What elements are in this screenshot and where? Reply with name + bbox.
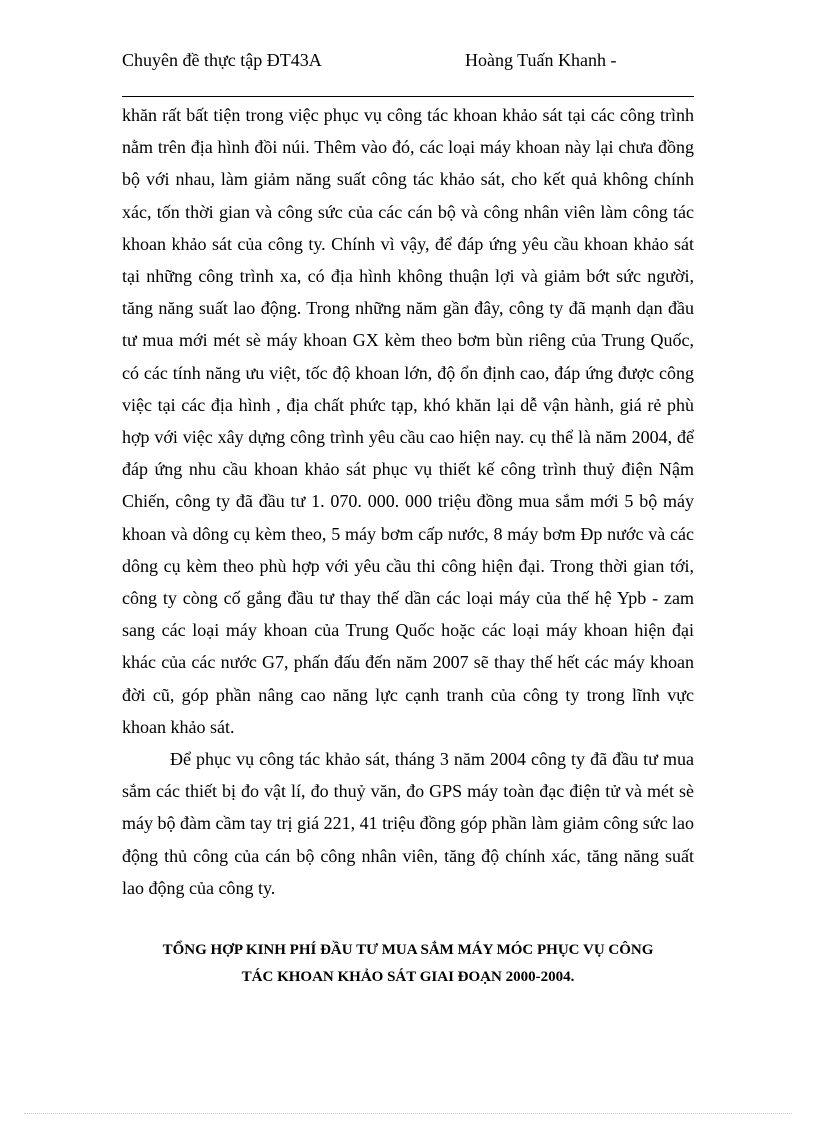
table-title-line: TỔNG HỢP KINH PHÍ ĐẦU TƯ MUA SẮM MÁY MÓC PHỤC VỤ CÔNG [162, 942, 654, 958]
table-title [122, 937, 694, 991]
header-document-title: Chuyên đề thực tập ĐT43A [122, 50, 322, 70]
header-divider [122, 96, 694, 97]
body-paragraph: Để phục vụ công tác khảo sát, tháng 3 năm 2004 công ty đã đầu tư mua sắm các thiết bị đo vật lí, đo thuỷ văn, đo GPS máy toàn đạc điện tử và mét sè máy bộ đàm cầm tay trị giá 221, 41 triệu đồng góp phần làm giảm công sức lao động thủ công của cán bộ công nhân viên, tăng độ chính xác, tăng năng suất lao động của công ty. [122, 749, 694, 898]
document-body [122, 99, 694, 904]
body-paragraph: khăn rất bất tiện trong việc phục vụ công tác khoan khảo sát tại các công trình nằm trên địa hình đồi núi. Thêm vào đó, các loại máy khoan này lại chưa đồng bộ với nhau, làm giảm năng suất công tác khảo sát, cho kết quả không chính xác, tốn thời gian và công sức của các cán bộ và công nhân viên làm công tác khoan khảo sát của công ty. Chính vì vậy, để đáp ứng yêu cầu khoan khảo sát tại những công trình xa, có địa hình không thuận lợi và giảm bớt sức người, tăng năng suất lao động. Trong những năm gần đây, công ty đã mạnh dạn đầu tư mua mới mét sè máy khoan GX kèm theo bơm bùn riêng của Trung Quốc, có các tính năng ưu việt, tốc độ khoan lớn, độ ổn định cao, đáp ứng được công việc tại các địa hình , địa chất phức tạp, khó khăn lại dễ vận hành, giá rẻ phù hợp với việc xây dựng công trình yêu cầu cao hiện nay. cụ thể là năm 2004, để đáp ứng nhu cầu khoan khảo sát phục vụ thiết kế công trình thuỷ điện Nậm Chiến, công ty đã đầu tư 1. 070. 000. 000 triệu đồng mua sắm mới 5 bộ máy khoan và dông cụ kèm theo, 5 máy bơm cấp nước, 8 máy bơm Đp nước và các dông cụ kèm theo phù hợp với yêu cầu thi công hiện đại. Trong thời gian tới, công ty còng cố gắng đầu tư thay thế dần các loại máy của thế hệ Ypb - zam sang các loại máy khoan của Trung Quốc hoặc các loại máy khoan hiện đại khác của các nước G7, phấn đấu đến năm 2007 sẽ thay thế hết các máy khoan đời cũ, góp phần nâng cao năng lực cạnh tranh của công ty trong lĩnh vực khoan khảo sát. [122, 105, 694, 737]
table-title-line: TÁC KHOAN KHẢO SÁT GIAI ĐOẠN 2000-2004. [241, 969, 575, 985]
page-header [122, 48, 682, 98]
page-bottom-border [24, 1113, 792, 1114]
header-author: Hoàng Tuấn Khanh - [465, 50, 617, 70]
